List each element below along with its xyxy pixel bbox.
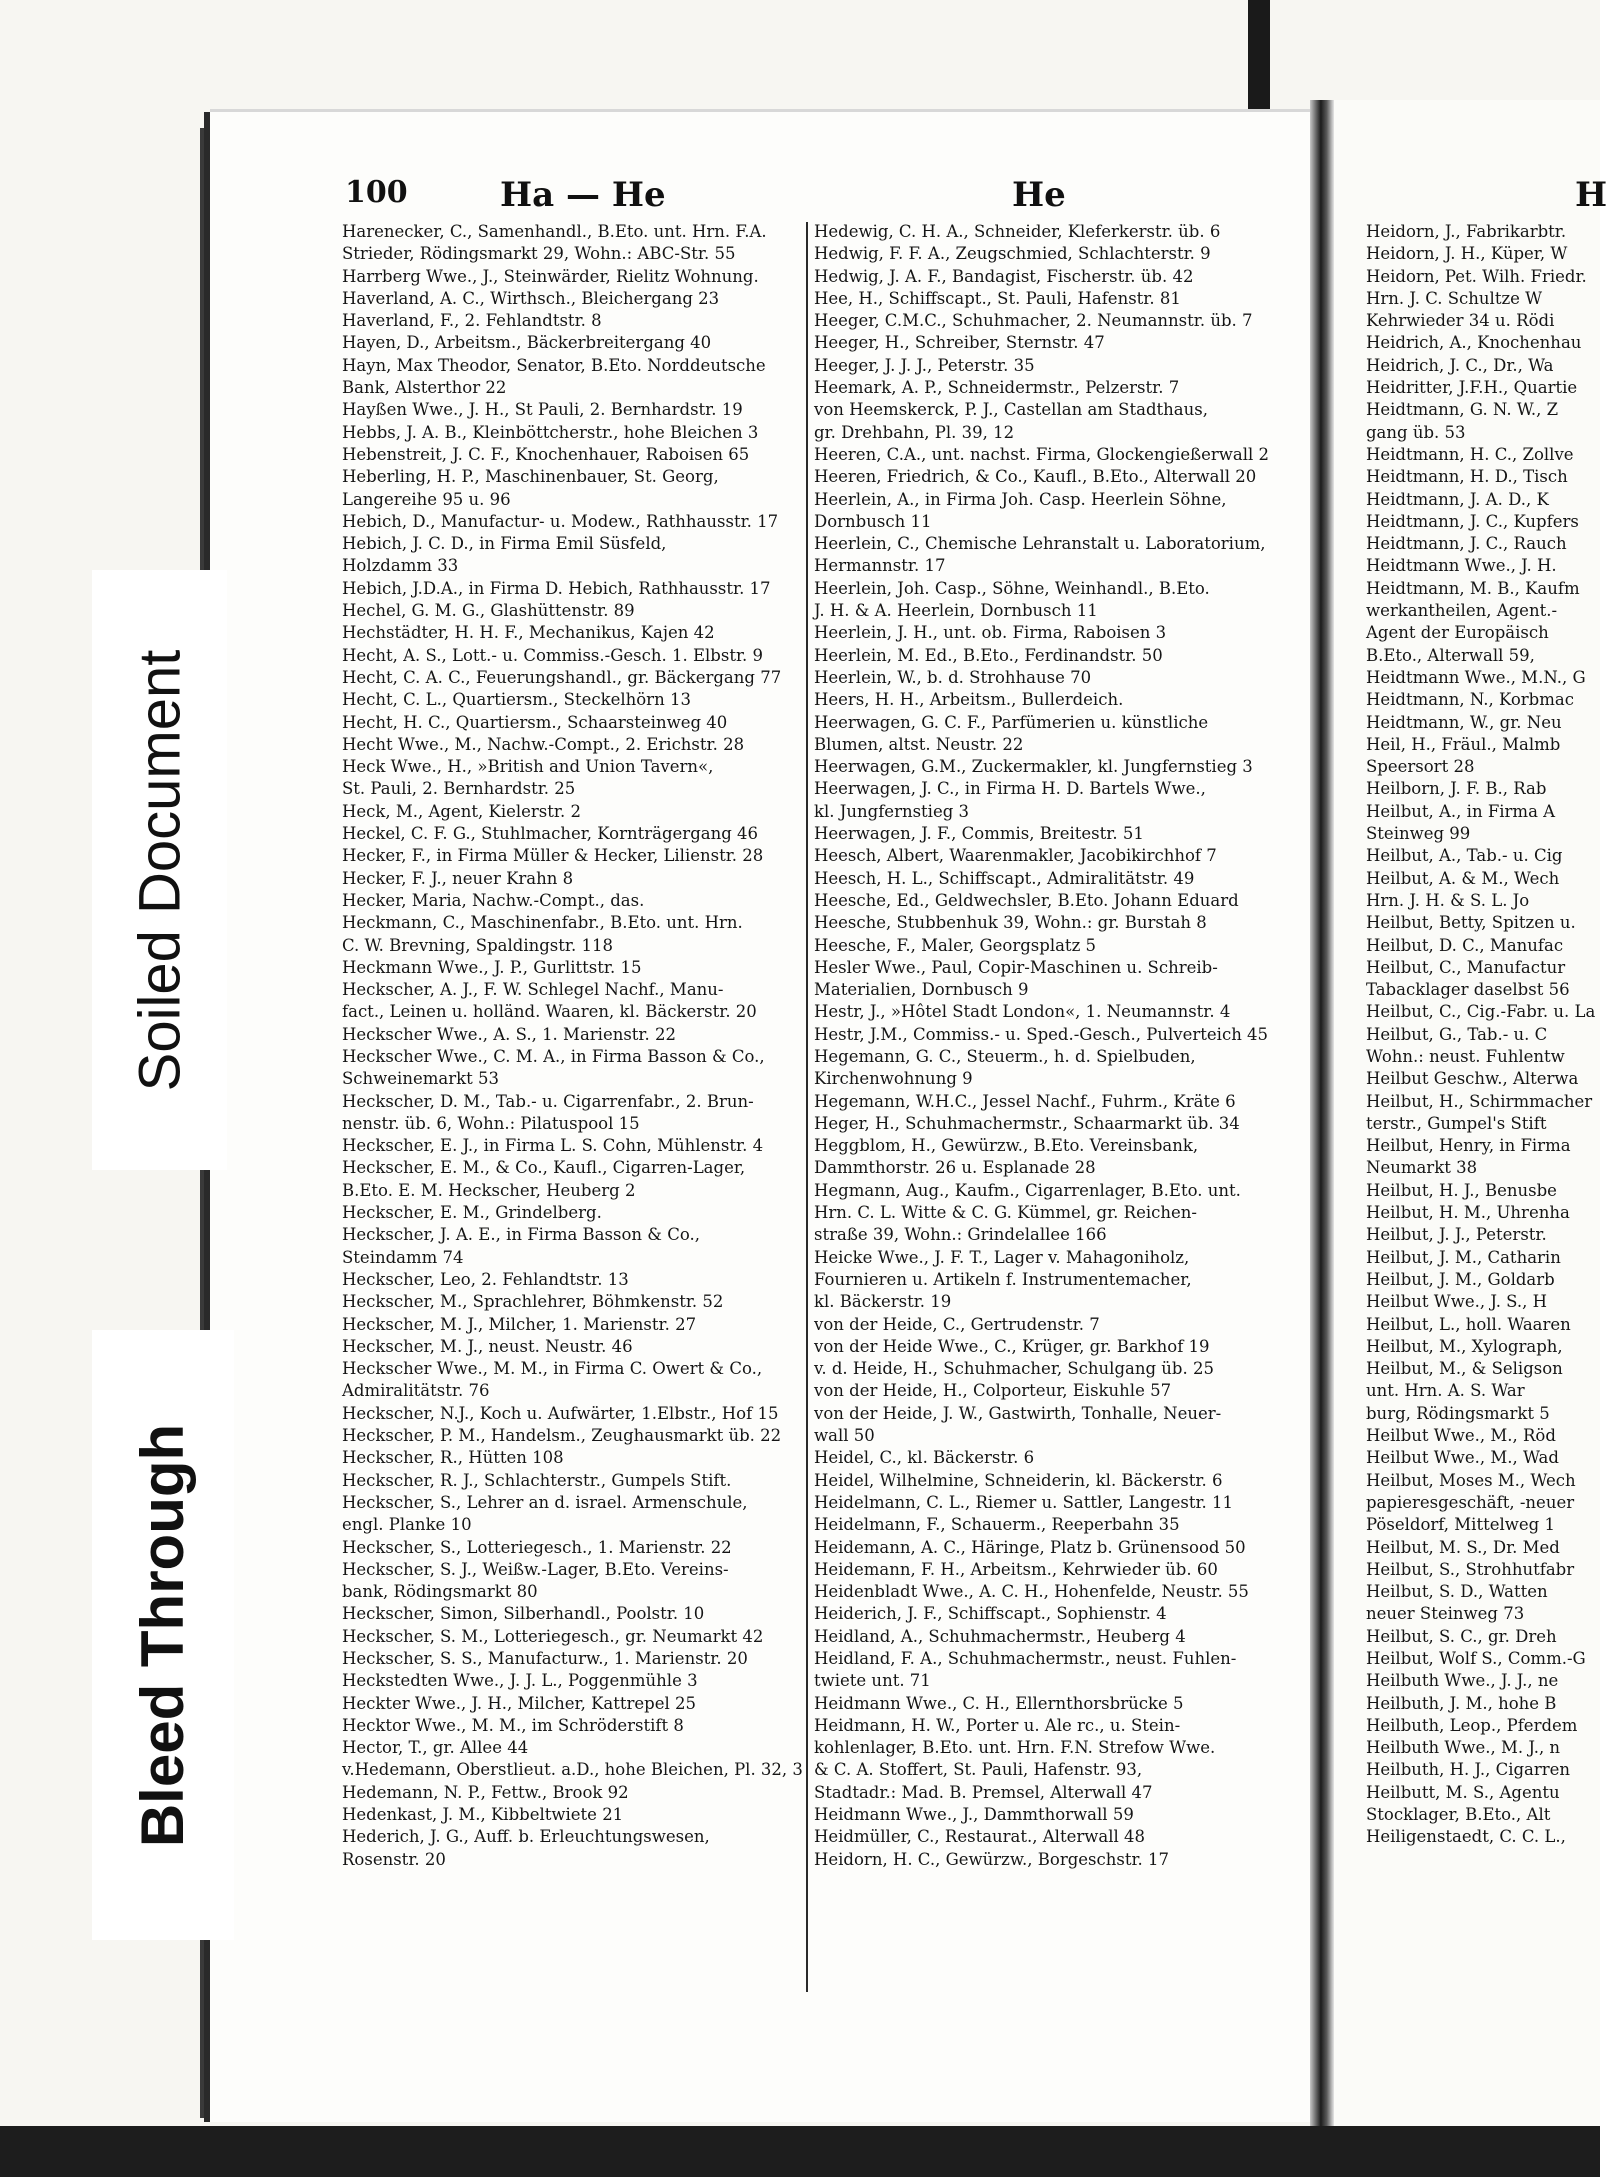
directory-entry-line: & C. A. Stoffert, St. Pauli, Hafenstr. 93, bbox=[814, 1760, 1143, 1780]
directory-entry-line: Heidemann, A. C., Häringe, Platz b. Grünensood 50 bbox=[814, 1537, 1246, 1557]
directory-entry-line: papieresgeschäft, -neuer bbox=[1366, 1492, 1575, 1512]
directory-entry-line: Hecker, Maria, Nachw.-Compt., das. bbox=[342, 890, 645, 910]
directory-entry-line: Heilbut Wwe., M., Röd bbox=[1366, 1426, 1556, 1446]
directory-entry-line: Hayen, D., Arbeitsm., Bäckerbreitergang 40 bbox=[342, 333, 712, 353]
directory-entry-line: Heilbut, C., Manufactur bbox=[1366, 957, 1566, 977]
directory-entry-line: Heidtmann, W., gr. Neu bbox=[1366, 712, 1562, 732]
directory-entry-line: kohlenlager, B.Eto. unt. Hrn. F.N. Strefow Wwe. bbox=[814, 1738, 1216, 1758]
directory-entry-line: Strieder, Rödingsmarkt 29, Wohn.: ABC-Str. 55 bbox=[342, 244, 736, 264]
directory-entry-line: Hestr, J., »Hôtel Stadt London«, 1. Neumannstr. 4 bbox=[814, 1002, 1231, 1022]
directory-entry-line: Heidorn, Pet. Wilh. Friedr. bbox=[1366, 266, 1587, 286]
directory-entry-line: Hayßen Wwe., J. H., St Pauli, 2. Bernhardstr. 19 bbox=[342, 400, 743, 420]
directory-entry-line: Hebenstreit, J. C. F., Knochenhauer, Raboisen 65 bbox=[342, 444, 750, 464]
directory-entry-line: von der Heide Wwe., C., Krüger, gr. Barkhof 19 bbox=[814, 1336, 1210, 1356]
directory-entry-line: Heckscher, N.J., Koch u. Aufwärter, 1.Elbstr., Hof 15 bbox=[342, 1403, 779, 1423]
directory-entry-line: Hedenkast, J. M., Kibbeltwiete 21 bbox=[342, 1805, 624, 1825]
running-head-left: Ha — He bbox=[500, 175, 666, 215]
directory-entry-line: Heckscher, Leo, 2. Fehlandtstr. 13 bbox=[342, 1269, 629, 1289]
directory-column-left bbox=[342, 221, 803, 1871]
directory-entry-line: Hayn, Max Theodor, Senator, B.Eto. Norddeutsche bbox=[342, 355, 766, 375]
directory-entry-line: B.Eto. E. M. Heckscher, Heuberg 2 bbox=[342, 1180, 636, 1200]
directory-entry-line: Heckmann, C., Maschinenfabr., B.Eto. unt. Hrn. bbox=[342, 913, 743, 933]
directory-entry-line: Heerlein, Joh. Casp., Söhne, Weinhandl., B.Eto. bbox=[814, 578, 1210, 598]
directory-entry-line: Heesche, Ed., Geldwechsler, B.Eto. Johann Eduard bbox=[814, 890, 1239, 910]
directory-entry-line: Neumarkt 38 bbox=[1366, 1158, 1478, 1178]
directory-entry-line: von der Heide, C., Gertrudenstr. 7 bbox=[814, 1314, 1100, 1334]
directory-entry-line: Heicke Wwe., J. F. T., Lager v. Mahagoniholz, bbox=[814, 1247, 1190, 1267]
directory-entry-line: Heckel, C. F. G., Stuhlmacher, Kornträgergang 46 bbox=[342, 824, 759, 844]
directory-entry-line: J. H. & A. Heerlein, Dornbusch 11 bbox=[814, 601, 1098, 621]
directory-entry-line: Langereihe 95 u. 96 bbox=[342, 489, 511, 509]
directory-entry-line: Hegemann, G. C., Steuerm., h. d. Spielbuden, bbox=[814, 1046, 1196, 1066]
directory-entry-line: Heck Wwe., H., »British and Union Tavern«, bbox=[342, 757, 714, 777]
directory-entry-line: Harrberg Wwe., J., Steinwärder, Rielitz Wohnung. bbox=[342, 266, 759, 286]
directory-entry-line: Heidrich, A., Knochenhau bbox=[1366, 333, 1582, 353]
directory-entry-line: B.Eto., Alterwall 59, bbox=[1366, 645, 1535, 665]
directory-entry-line: v.Hedemann, Oberstlieut. a.D., hohe Bleichen, Pl. 32, 3 bbox=[342, 1760, 803, 1780]
directory-entry-line: Heeger, J. J. J., Peterstr. 35 bbox=[814, 355, 1035, 375]
directory-entry-line: engl. Planke 10 bbox=[342, 1515, 472, 1535]
directory-entry-line: Heilbuth Wwe., J. J., ne bbox=[1366, 1671, 1559, 1691]
directory-entry-line: Heidorn, J. H., Küper, W bbox=[1366, 244, 1568, 264]
directory-entry-line: Heckscher, Simon, Silberhandl., Poolstr. 10 bbox=[342, 1604, 705, 1624]
directory-entry-line: gr. Drehbahn, Pl. 39, 12 bbox=[814, 422, 1015, 442]
directory-entry-line: straße 39, Wohn.: Grindelallee 166 bbox=[814, 1225, 1107, 1245]
directory-entry-line: Heerwagen, G.M., Zuckermakler, kl. Jungfernstieg 3 bbox=[814, 757, 1253, 777]
directory-entry-line: Heckter Wwe., J. H., Milcher, Kattrepel 25 bbox=[342, 1693, 697, 1713]
directory-entry-line: Heilbut, A. & M., Wech bbox=[1366, 868, 1560, 888]
directory-entry-line: Heers, H. H., Arbeitsm., Bullerdeich. bbox=[814, 690, 1124, 710]
directory-entry-line: Heilbut, M., Xylograph, bbox=[1366, 1336, 1563, 1356]
bleed-through-text: Bleed Through bbox=[129, 1423, 197, 1847]
directory-entry-line: Hecktor Wwe., M. M., im Schröderstift 8 bbox=[342, 1715, 684, 1735]
directory-entry-line: Heidtmann Wwe., M.N., G bbox=[1366, 667, 1586, 687]
directory-entry-line: Stadtadr.: Mad. B. Premsel, Alterwall 47 bbox=[814, 1782, 1153, 1802]
directory-entry-line: Heidtmann Wwe., J. H. bbox=[1366, 556, 1557, 576]
directory-entry-line: Heesche, Stubbenhuk 39, Wohn.: gr. Burstah 8 bbox=[814, 913, 1207, 933]
directory-entry-line: Hegemann, W.H.C., Jessel Nachf., Fuhrm., Kräte 6 bbox=[814, 1091, 1236, 1111]
directory-entry-line: Hedwig, J. A. F., Bandagist, Fischerstr. üb. 42 bbox=[814, 266, 1194, 286]
directory-entry-line: Heilbut, A., Tab.- u. Cig bbox=[1366, 846, 1563, 866]
directory-entry-line: Heidritter, J.F.H., Quartie bbox=[1366, 378, 1578, 398]
directory-entry-line: Heckscher, P. M., Handelsm., Zeughausmarkt üb. 22 bbox=[342, 1426, 782, 1446]
directory-entry-line: Heerlein, W., b. d. Strohhause 70 bbox=[814, 667, 1092, 687]
directory-entry-line: Steindamm 74 bbox=[342, 1247, 464, 1267]
directory-entry-line: Heidmann Wwe., C. H., Ellernthorsbrücke 5 bbox=[814, 1693, 1184, 1713]
directory-entry-line: Agent der Europäisch bbox=[1366, 623, 1549, 643]
directory-entry-line: terstr., Gumpel's Stift bbox=[1366, 1113, 1547, 1133]
directory-entry-line: Heilbut, D. C., Manufac bbox=[1366, 935, 1564, 955]
directory-entry-line: Heckscher, M., Sprachlehrer, Böhmkenstr. 52 bbox=[342, 1292, 724, 1312]
directory-entry-line: Heidel, C., kl. Bäckerstr. 6 bbox=[814, 1448, 1035, 1468]
directory-entry-line: Heckscher, S. S., Manufacturw., 1. Marienstr. 20 bbox=[342, 1649, 748, 1668]
directory-entry-line: Heidorn, H. C., Gewürzw., Borgeschstr. 17 bbox=[814, 1849, 1170, 1869]
directory-entry-line: Heilbuth, J. M., hohe B bbox=[1366, 1693, 1557, 1713]
directory-entry-line: wall 50 bbox=[814, 1426, 875, 1446]
directory-entry-line: Heidmüller, C., Restaurat., Alterwall 48 bbox=[814, 1827, 1145, 1847]
directory-entry-line: Heckscher Wwe., A. S., 1. Marienstr. 22 bbox=[342, 1024, 676, 1044]
directory-entry-line: Kirchenwohnung 9 bbox=[814, 1069, 973, 1089]
directory-entry-line: Hecht, C. A. C., Feuerungshandl., gr. Bäckergang 77 bbox=[342, 667, 782, 687]
directory-entry-line: Dornbusch 11 bbox=[814, 511, 932, 531]
directory-entry-line: von der Heide, J. W., Gastwirth, Tonhalle, Neuer- bbox=[814, 1403, 1222, 1423]
directory-entry-line: Heilbut, A., in Firma A bbox=[1366, 801, 1556, 821]
directory-entry-line: Hrn. J. H. & S. L. Jo bbox=[1366, 890, 1530, 910]
directory-entry-line: Heilbut, M. S., Dr. Med bbox=[1366, 1537, 1560, 1557]
directory-entry-line: Heilbut, L., holl. Waaren bbox=[1366, 1314, 1571, 1334]
directory-entry-line: Heckscher, S., Lotteriegesch., 1. Marienstr. 22 bbox=[342, 1537, 732, 1557]
directory-entry-line: Heckscher, M. J., neust. Neustr. 46 bbox=[342, 1336, 633, 1356]
directory-entry-line: Heeren, Friedrich, & Co., Kaufl., B.Eto., Alterwall 20 bbox=[814, 467, 1257, 487]
directory-entry-line: Heidland, A., Schuhmachermstr., Heuberg 4 bbox=[814, 1626, 1186, 1646]
directory-entry-line: Heiligenstaedt, C. C. L., bbox=[1366, 1827, 1566, 1847]
book-gutter bbox=[1310, 100, 1334, 2130]
directory-entry-line: Heerwagen, G. C. F., Parfümerien u. künstliche bbox=[814, 712, 1209, 732]
directory-entry-line: Materialien, Dornbusch 9 bbox=[814, 980, 1029, 1000]
directory-entry-line: burg, Rödingsmarkt 5 bbox=[1366, 1403, 1550, 1423]
directory-entry-line: Hechstädter, H. H. F., Mechanikus, Kajen 42 bbox=[342, 623, 715, 643]
directory-entry-line: Heckstedten Wwe., J. J. L., Poggenmühle 3 bbox=[342, 1671, 698, 1691]
directory-entry-line: Hesler Wwe., Paul, Copir-Maschinen u. Schreib- bbox=[814, 957, 1218, 977]
directory-entry-line: Dammthorstr. 26 u. Esplanade 28 bbox=[814, 1158, 1096, 1178]
column-divider bbox=[806, 222, 808, 1992]
directory-entry-line: Heerwagen, J. F., Commis, Breitestr. 51 bbox=[814, 824, 1144, 844]
directory-entry-line: Admiralitätstr. 76 bbox=[342, 1381, 490, 1401]
directory-entry-line: Bank, Alsterthor 22 bbox=[342, 378, 507, 398]
directory-entry-line: Heckscher, E. M., Grindelberg. bbox=[342, 1203, 602, 1223]
directory-entry-line: neuer Steinweg 73 bbox=[1366, 1604, 1525, 1624]
directory-entry-line: Heeger, H., Schreiber, Sternstr. 47 bbox=[814, 333, 1105, 353]
directory-entry-line: Hecht Wwe., M., Nachw.-Compt., 2. Erichstr. 28 bbox=[342, 734, 745, 754]
directory-entry-line: Heeren, C.A., unt. nachst. Firma, Glockengießerwall 2 bbox=[814, 444, 1270, 464]
directory-entry-line: Heilbut Geschw., Alterwa bbox=[1366, 1069, 1579, 1089]
directory-entry-line: Holzdamm 33 bbox=[342, 556, 459, 576]
directory-entry-line: gang üb. 53 bbox=[1366, 422, 1466, 442]
directory-entry-line: Haverland, F., 2. Fehlandtstr. 8 bbox=[342, 311, 602, 331]
directory-entry-line: St. Pauli, 2. Bernhardstr. 25 bbox=[342, 779, 576, 799]
directory-entry-line: Heilbut, Moses M., Wech bbox=[1366, 1470, 1576, 1490]
directory-entry-line: Hegmann, Aug., Kaufm., Cigarrenlager, B.Eto. unt. bbox=[814, 1180, 1241, 1200]
bleed-through-label bbox=[92, 1330, 234, 1940]
directory-entry-line: Hedewig, C. H. A., Schneider, Kleferkerstr. üb. 6 bbox=[814, 222, 1221, 241]
directory-entry-line: Speersort 28 bbox=[1366, 757, 1475, 777]
directory-entry-line: Heidenbladt Wwe., A. C. H., Hohenfelde, Neustr. 55 bbox=[814, 1582, 1249, 1602]
directory-entry-line: Heidland, F. A., Schuhmachermstr., neust. Fuhlen- bbox=[814, 1649, 1237, 1668]
directory-entry-line: Heesch, Albert, Waarenmakler, Jacobikirchhof 7 bbox=[814, 846, 1217, 866]
directory-entry-line: Hector, T., gr. Allee 44 bbox=[342, 1738, 529, 1758]
soiled-document-label bbox=[92, 570, 227, 1170]
directory-entry-line: Hrn. J. C. Schultze W bbox=[1366, 288, 1543, 308]
directory-entry-line: Heilbutt, M. S., Agentu bbox=[1366, 1782, 1560, 1802]
directory-entry-line: Heckscher, S. J., Weißw.-Lager, B.Eto. Vereins- bbox=[342, 1559, 729, 1579]
directory-entry-line: Hestr, J.M., Commiss.- u. Sped.-Gesch., Pulverteich 45 bbox=[814, 1024, 1269, 1044]
directory-entry-line: Heckscher, E. M., & Co., Kaufl., Cigarren-Lager, bbox=[342, 1158, 746, 1178]
directory-entry-line: Heesche, F., Maler, Georgsplatz 5 bbox=[814, 935, 1096, 955]
directory-entry-line: nenstr. üb. 6, Wohn.: Pilatuspool 15 bbox=[342, 1113, 640, 1133]
directory-entry-line: Heilbuth, Leop., Pferdem bbox=[1366, 1715, 1578, 1735]
directory-entry-line: twiete unt. 71 bbox=[814, 1671, 931, 1691]
directory-entry-line: Heilbut, Betty, Spitzen u. bbox=[1366, 913, 1576, 933]
directory-entry-line: kl. Bäckerstr. 19 bbox=[814, 1292, 952, 1312]
directory-entry-line: Blumen, altst. Neustr. 22 bbox=[814, 734, 1024, 754]
directory-entry-line: Heggblom, H., Gewürzw., B.Eto. Vereinsbank, bbox=[814, 1136, 1199, 1156]
directory-entry-line: Heidtmann, N., Korbmac bbox=[1366, 690, 1574, 710]
page-number: 100 bbox=[345, 175, 408, 210]
directory-entry-line: bank, Rödingsmarkt 80 bbox=[342, 1582, 538, 1602]
directory-entry-line: Heckscher, E. J., in Firma L. S. Cohn, Mühlenstr. 4 bbox=[342, 1136, 764, 1156]
directory-entry-line: Heidtmann, G. N. W., Z bbox=[1366, 400, 1559, 420]
directory-entry-line: Heilbut, G., Tab.- u. C bbox=[1366, 1024, 1548, 1044]
directory-entry-line: Heeger, C.M.C., Schuhmacher, 2. Neumannstr. üb. 7 bbox=[814, 311, 1253, 331]
directory-entry-line: Heckscher Wwe., M. M., in Firma C. Owert & Co., bbox=[342, 1359, 763, 1379]
directory-entry-line: Heilbut, Henry, in Firma bbox=[1366, 1136, 1571, 1156]
directory-entry-line: Hecker, F., in Firma Müller & Hecker, Lilienstr. 28 bbox=[342, 846, 764, 866]
directory-entry-line: Hedwig, F. F. A., Zeugschmied, Schlachterstr. 9 bbox=[814, 244, 1211, 264]
directory-entry-line: Heiderich, J. F., Schiffscapt., Sophienstr. 4 bbox=[814, 1604, 1167, 1624]
directory-entry-line: Heilbut, M., & Seligson bbox=[1366, 1359, 1563, 1379]
directory-entry-line: Heesch, H. L., Schiffscapt., Admiralitätstr. 49 bbox=[814, 868, 1195, 888]
directory-entry-line: Kehrwieder 34 u. Rödi bbox=[1366, 311, 1555, 331]
directory-entry-line: kl. Jungfernstieg 3 bbox=[814, 801, 970, 821]
directory-entry-line: Heilbut, Wolf S., Comm.-G bbox=[1366, 1649, 1586, 1668]
running-head-next-page: H bbox=[1575, 175, 1607, 215]
directory-entry-line: Stocklager, B.Eto., Alt bbox=[1366, 1805, 1551, 1825]
directory-entry-line: Heckscher, J. A. E., in Firma Basson & Co., bbox=[342, 1225, 700, 1245]
directory-entry-line: Heckscher, R., Hütten 108 bbox=[342, 1448, 564, 1468]
directory-entry-line: werkantheilen, Agent.- bbox=[1366, 601, 1558, 621]
directory-entry-line: Heidel, Wilhelmine, Schneiderin, kl. Bäckerstr. 6 bbox=[814, 1470, 1223, 1490]
directory-entry-line: Heckscher Wwe., C. M. A., in Firma Basson & Co., bbox=[342, 1046, 765, 1066]
soiled-document-text: Soiled Document bbox=[127, 649, 192, 1091]
directory-entry-line: Heerlein, C., Chemische Lehranstalt u. Laboratorium, bbox=[814, 534, 1266, 554]
directory-entry-line: C. W. Brevning, Spaldingstr. 118 bbox=[342, 935, 613, 955]
directory-entry-line: v. d. Heide, H., Schuhmacher, Schulgang üb. 25 bbox=[814, 1359, 1214, 1379]
directory-entry-line: Heemark, A. P., Schneidermstr., Pelzerstr. 7 bbox=[814, 378, 1180, 398]
directory-entry-line: von der Heide, H., Colporteur, Eiskuhle 57 bbox=[814, 1381, 1172, 1401]
directory-entry-line: Hermannstr. 17 bbox=[814, 556, 946, 576]
directory-entry-line: Heerlein, M. Ed., B.Eto., Ferdinandstr. 50 bbox=[814, 645, 1163, 665]
directory-entry-line: Hebich, J. C. D., in Firma Emil Süsfeld, bbox=[342, 534, 667, 554]
directory-entry-line: Heidemann, F. H., Arbeitsm., Kehrwieder üb. 60 bbox=[814, 1559, 1218, 1579]
bottom-shadow bbox=[0, 2126, 1600, 2177]
directory-entry-line: Heerwagen, J. C., in Firma H. D. Bartels Wwe., bbox=[814, 779, 1206, 799]
directory-entry-line: Haverland, A. C., Wirthsch., Bleichergang 23 bbox=[342, 288, 720, 308]
directory-entry-line: Hecker, F. J., neuer Krahn 8 bbox=[342, 868, 574, 888]
directory-entry-line: Heckscher, S., Lehrer an d. israel. Armenschule, bbox=[342, 1492, 748, 1512]
directory-entry-line: Hechel, G. M. G., Glashüttenstr. 89 bbox=[342, 601, 635, 621]
directory-entry-line: Heidtmann, J. C., Rauch bbox=[1366, 534, 1567, 554]
directory-entry-line: Heckscher, M. J., Milcher, 1. Marienstr. 27 bbox=[342, 1314, 697, 1334]
directory-entry-line: Heckscher, R. J., Schlachterstr., Gumpels Stift. bbox=[342, 1470, 732, 1490]
directory-entry-line: Heberling, H. P., Maschinenbauer, St. Georg, bbox=[342, 467, 719, 487]
directory-entry-line: Heidtmann, H. C., Zollve bbox=[1366, 444, 1574, 464]
directory-entry-line: Heilbut Wwe., J. S., H bbox=[1366, 1292, 1548, 1312]
directory-entry-line: Harenecker, C., Samenhandl., B.Eto. unt. Hrn. F.A. bbox=[342, 222, 767, 241]
directory-entry-line: fact., Leinen u. holländ. Waaren, kl. Bäckerstr. 20 bbox=[342, 1002, 757, 1022]
directory-entry-line: Hederich, J. G., Auff. b. Erleuchtungswesen, bbox=[342, 1827, 710, 1847]
directory-entry-line: Heilbuth, H. J., Cigarren bbox=[1366, 1760, 1571, 1780]
directory-entry-line: Heilbut, C., Cig.-Fabr. u. La bbox=[1366, 1002, 1596, 1022]
directory-entry-line: Hee, H., Schiffscapt., St. Pauli, Hafenstr. 81 bbox=[814, 288, 1181, 308]
directory-entry-line: Heckmann Wwe., J. P., Gurlittstr. 15 bbox=[342, 957, 642, 977]
directory-entry-line: Heilbut, S. C., gr. Dreh bbox=[1366, 1626, 1557, 1646]
directory-entry-line: Tabacklager daselbst 56 bbox=[1366, 980, 1570, 1000]
directory-entry-line: Fournieren u. Artikeln f. Instrumentemacher, bbox=[814, 1269, 1192, 1289]
directory-entry-line: Heidtmann, J. A. D., K bbox=[1366, 489, 1549, 509]
directory-entry-line: Hedemann, N. P., Fettw., Brook 92 bbox=[342, 1782, 629, 1802]
directory-entry-line: Hecht, A. S., Lott.- u. Commiss.-Gesch. 1. Elbstr. 9 bbox=[342, 645, 764, 665]
directory-entry-line: Heckscher, D. M., Tab.- u. Cigarrenfabr., 2. Brun- bbox=[342, 1091, 754, 1111]
directory-entry-line: Heidrich, J. C., Dr., Wa bbox=[1366, 355, 1554, 375]
directory-entry-line: Heilbut, H. M., Uhrenha bbox=[1366, 1203, 1570, 1223]
directory-entry-line: Heilbut, S. D., Watten bbox=[1366, 1582, 1548, 1602]
directory-entry-line: Heckscher, S. M., Lotteriegesch., gr. Neumarkt 42 bbox=[342, 1626, 764, 1646]
directory-entry-line: Heilbut, S., Strohhutfabr bbox=[1366, 1559, 1575, 1579]
directory-entry-line: Heil, H., Fräul., Malmb bbox=[1366, 734, 1561, 754]
directory-entry-line: Heilborn, J. F. B., Rab bbox=[1366, 779, 1547, 799]
directory-entry-line: Heidtmann, M. B., Kaufm bbox=[1366, 578, 1580, 598]
directory-entry-line: Wohn.: neust. Fuhlentw bbox=[1366, 1046, 1565, 1066]
directory-entry-line: Heilbut Wwe., M., Wad bbox=[1366, 1448, 1559, 1468]
directory-entry-line: Hebich, D., Manufactur- u. Modew., Rathhausstr. 17 bbox=[342, 511, 779, 531]
directory-entry-line: Heidelmann, C. L., Riemer u. Sattler, Langestr. 11 bbox=[814, 1492, 1234, 1512]
directory-entry-line: Pöseldorf, Mittelweg 1 bbox=[1366, 1515, 1555, 1535]
directory-entry-line: Rosenstr. 20 bbox=[342, 1849, 446, 1869]
directory-entry-line: Heidtmann, H. D., Tisch bbox=[1366, 467, 1568, 487]
directory-entry-line: Heidtmann, J. C., Kupfers bbox=[1366, 511, 1579, 531]
directory-entry-line: Heerlein, A., in Firma Joh. Casp. Heerlein Söhne, bbox=[814, 489, 1227, 509]
binding-shadow bbox=[1248, 0, 1270, 110]
directory-column-next-page bbox=[1366, 221, 1606, 1849]
directory-entry-line: Heidelmann, F., Schauerm., Reeperbahn 35 bbox=[814, 1515, 1180, 1535]
directory-entry-line: Heidorn, J., Fabrikarbtr. bbox=[1366, 222, 1567, 241]
directory-entry-line: Heger, H., Schuhmachermstr., Schaarmarkt üb. 34 bbox=[814, 1113, 1240, 1133]
directory-entry-line: unt. Hrn. A. S. War bbox=[1366, 1381, 1525, 1401]
directory-entry-line: Hrn. C. L. Witte & C. G. Kümmel, gr. Reichen- bbox=[814, 1203, 1197, 1223]
directory-entry-line: Heidmann Wwe., J., Dammthorwall 59 bbox=[814, 1805, 1134, 1825]
directory-entry-line: Heck, M., Agent, Kielerstr. 2 bbox=[342, 801, 581, 821]
directory-entry-line: Steinweg 99 bbox=[1366, 824, 1471, 844]
directory-column-right bbox=[814, 221, 1270, 1871]
directory-entry-line: Heerlein, J. H., unt. ob. Firma, Raboisen 3 bbox=[814, 623, 1167, 643]
directory-entry-line: Heilbut, J. J., Peterstr. bbox=[1366, 1225, 1547, 1245]
directory-entry-line: Heilbut, J. M., Goldarb bbox=[1366, 1269, 1555, 1289]
running-head-right: He bbox=[1012, 175, 1066, 215]
directory-entry-line: Hecht, H. C., Quartiersm., Schaarsteinweg 40 bbox=[342, 712, 728, 732]
directory-entry-line: Heilbut, J. M., Catharin bbox=[1366, 1247, 1561, 1267]
directory-entry-line: Heckscher, A. J., F. W. Schlegel Nachf., Manu- bbox=[342, 980, 724, 1000]
directory-entry-line: Heilbuth Wwe., M. J., n bbox=[1366, 1738, 1561, 1758]
directory-entry-line: Heilbut, H. J., Benusbe bbox=[1366, 1180, 1557, 1200]
directory-entry-line: von Heemskerck, P. J., Castellan am Stadthaus, bbox=[814, 400, 1208, 420]
directory-entry-line: Hebbs, J. A. B., Kleinböttcherstr., hohe Bleichen 3 bbox=[342, 422, 759, 442]
directory-entry-line: Heidmann, H. W., Porter u. Ale rc., u. Stein- bbox=[814, 1715, 1181, 1735]
directory-entry-line: Heilbut, H., Schirmmacher bbox=[1366, 1091, 1593, 1111]
directory-entry-line: Hecht, C. L., Quartiersm., Steckelhörn 13 bbox=[342, 690, 691, 710]
directory-entry-line: Schweinemarkt 53 bbox=[342, 1069, 499, 1089]
directory-entry-line: Hebich, J.D.A., in Firma D. Hebich, Rathhausstr. 17 bbox=[342, 578, 771, 598]
